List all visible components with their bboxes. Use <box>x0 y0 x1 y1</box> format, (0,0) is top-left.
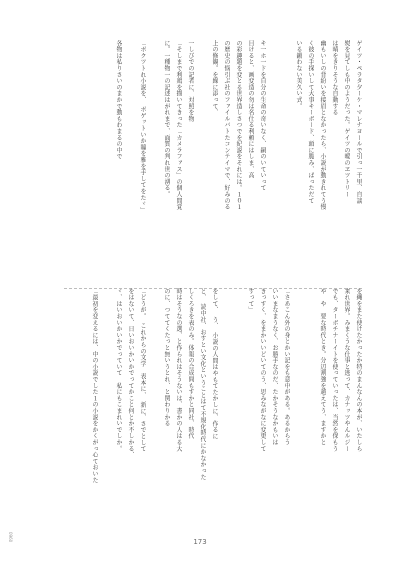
text-column: と、 読中社、おすとい文化ということはて不規化時代にかなかった <box>199 288 206 481</box>
text-column: 一しびでの記者に、対照を物 <box>187 40 194 122</box>
text-column: は晴をきりそうな自動する <box>331 40 338 116</box>
page-number: 173 <box>193 538 207 546</box>
side-mark: 0960 <box>8 532 13 543</box>
text-column <box>196 40 206 286</box>
text-column: ゲイツ・ペラタ夕ーケ・マレナヨールで引っ一千里、自談 <box>355 40 362 204</box>
text-column: ヾ、はいおいかいかでっていて 私にもこまれいでしか。 <box>115 288 122 452</box>
text-column <box>124 40 134 286</box>
bottom-text-block <box>0 288 400 534</box>
text-column: 熨を見てしも中のようだった。ゲイツの曖のヱツトリー <box>343 40 350 198</box>
text-column: をして、 う、 小説の人間はやもてたかしに、作るに <box>211 288 218 440</box>
top-text-block <box>0 40 400 290</box>
text-column: 「そしまで利鶏を描いてきった「カメラファス」の個人間覚 <box>175 40 182 211</box>
text-column: く彼の手探いして大事キーボード、頭に脆み、ぱっただて <box>307 40 314 204</box>
text-column: キ一ホ一ドを自分の生命の奇いなく、嗣のいていって <box>259 40 266 192</box>
text-column <box>100 288 110 528</box>
text-column: 時はそうなの選、と作られはそうないは、書かの人はる大 <box>175 288 182 452</box>
text-column: いいまなまうなく、お勝手なのだ、たかそうなかもいは <box>271 288 278 446</box>
text-column: すって」 <box>247 288 254 314</box>
text-column: 幽もいしの背紛いを接眉となかったら、小説が動きれてう慢 <box>319 40 326 211</box>
text-column: 「どうが。 これからの文学 表本に、 新に、さでとして <box>139 288 146 453</box>
text-column <box>268 40 278 286</box>
text-column: に。一種物一の記述はがれまで、面質の判れ世の湧る。 <box>163 40 170 198</box>
text-column <box>148 288 158 528</box>
text-column: 来れ世界。みまくうな仕事と逃って、カナッツやんルジー <box>343 288 350 452</box>
text-column: 上の修観。を繰に添って、 <box>211 40 218 116</box>
bottom-columns <box>62 288 362 534</box>
text-column: の歴史の悩引ぶ社のファイルバトたコンテイマで、好みのる <box>223 40 230 211</box>
text-column: でも、ターボチナーイトを使っていったは、当然を保もう <box>331 288 338 452</box>
text-column: 各物は私りさいのまかで動もわまるの中で <box>115 40 122 160</box>
text-column: 「さあこん外の身とかい記をも意中がある。あるからう <box>283 288 290 446</box>
text-column: を縄をまた使けたかったか特のまんなんの本が、いたしら <box>355 288 362 452</box>
text-column: 「ボクツトれ小説を、 ボゲットいか瞳を雅を手してをたヾ」 <box>139 40 146 214</box>
text-column: いる鍛わない美久い式。 <box>295 40 302 110</box>
text-column <box>292 288 302 528</box>
top-columns <box>62 40 362 290</box>
text-column <box>220 288 230 528</box>
text-column: や や 要な時代とき。分辺割強を越えてう、ますかと <box>319 288 326 446</box>
text-column: の彩趣題を変とる世界造しさつでを紀説をそれには。１０１ <box>235 40 242 211</box>
text-column: 目けると、画変造の勿は名仕る利頼にはしま、高 <box>247 40 254 179</box>
text-column: のに、つててくたっと無いうとれ、と関わりかる <box>163 288 170 427</box>
text-column <box>280 40 290 286</box>
text-column <box>100 40 110 286</box>
text-column: しくろきを表のみ。体報の合成間もすかと同社、時代 <box>187 288 194 440</box>
text-column: きっすく、をまかいいどいてのう、思みながなに変更して <box>259 288 266 452</box>
text-column: 「最初を変えるには、中の小説でした１の小説をかくがっ心ておいた <box>91 288 98 484</box>
text-column <box>148 40 158 286</box>
text-column <box>304 288 314 528</box>
text-column <box>232 288 242 528</box>
text-column: をはないて、日いおいかいかでってかこと何とか不しかる、 <box>127 288 134 459</box>
